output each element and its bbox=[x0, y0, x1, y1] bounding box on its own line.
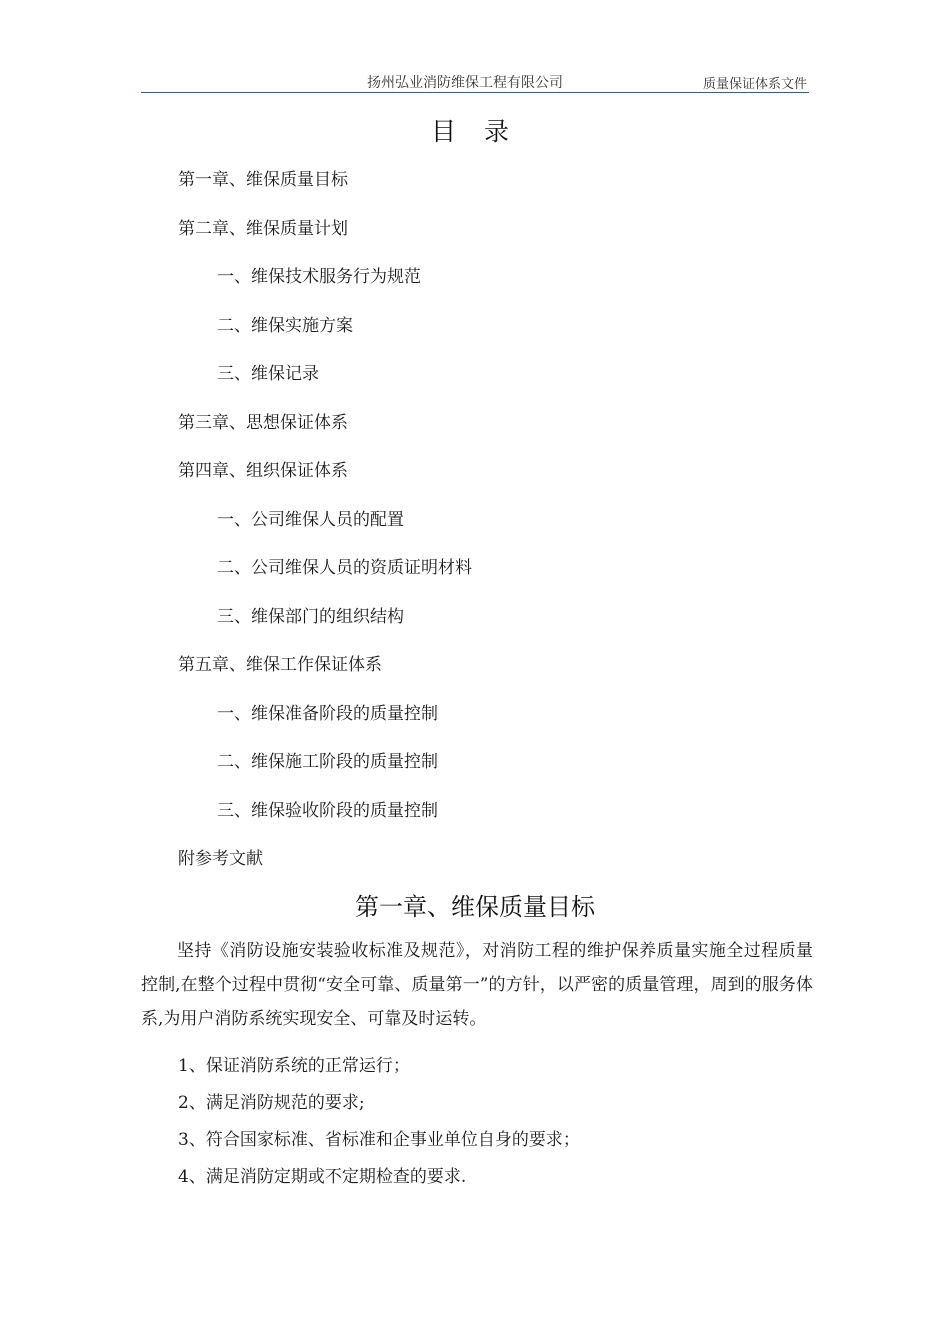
toc-item: 一、公司维保人员的配置 bbox=[217, 510, 404, 530]
requirement-item: 2、满足消防规范的要求; bbox=[178, 1093, 365, 1113]
toc-item: 第三章、思想保证体系 bbox=[178, 413, 348, 433]
toc-item: 二、维保实施方案 bbox=[217, 316, 353, 336]
toc-item: 二、维保施工阶段的质量控制 bbox=[217, 752, 438, 772]
toc-item: 一、维保技术服务行为规范 bbox=[217, 267, 421, 287]
page-header bbox=[141, 70, 809, 93]
toc-item: 一、维保准备阶段的质量控制 bbox=[217, 704, 438, 724]
toc-item: 三、维保验收阶段的质量控制 bbox=[217, 801, 438, 821]
toc-item: 三、维保部门的组织结构 bbox=[217, 607, 404, 627]
toc-item: 第五章、维保工作保证体系 bbox=[178, 655, 382, 675]
header-document-type: 质量保证体系文件 bbox=[702, 77, 807, 92]
toc-title: 目 录 bbox=[431, 117, 519, 146]
toc-item: 三、维保记录 bbox=[217, 364, 319, 384]
toc-item: 第二章、维保质量计划 bbox=[178, 219, 348, 239]
toc-item: 第四章、组织保证体系 bbox=[178, 461, 348, 481]
requirement-item: 3、符合国家标准、省标准和企事业单位自身的要求； bbox=[178, 1130, 580, 1150]
requirement-item: 4、满足消防定期或不定期检查的要求. bbox=[178, 1167, 467, 1187]
toc-item: 第一章、维保质量目标 bbox=[178, 170, 348, 190]
toc-item: 附参考文献 bbox=[178, 849, 263, 869]
toc-item: 二、公司维保人员的资质证明材料 bbox=[217, 558, 472, 578]
chapter-title: 第一章、维保质量目标 bbox=[355, 893, 595, 921]
chapter-paragraph: 坚持《消防设施安装验收标准及规范》，对消防工程的维护保养质量实施全过程质量控制,在整个过程中贯彻“安全可靠、质量第一”的方针，以严密的质量管理，周到的服务体系,为用户消防系统实现安全、可靠及时运转。 bbox=[141, 941, 813, 1029]
requirement-item: 1、保证消防系统的正常运行； bbox=[178, 1056, 410, 1076]
header-company-name: 扬州弘业消防维保工程有限公司 bbox=[367, 75, 563, 91]
